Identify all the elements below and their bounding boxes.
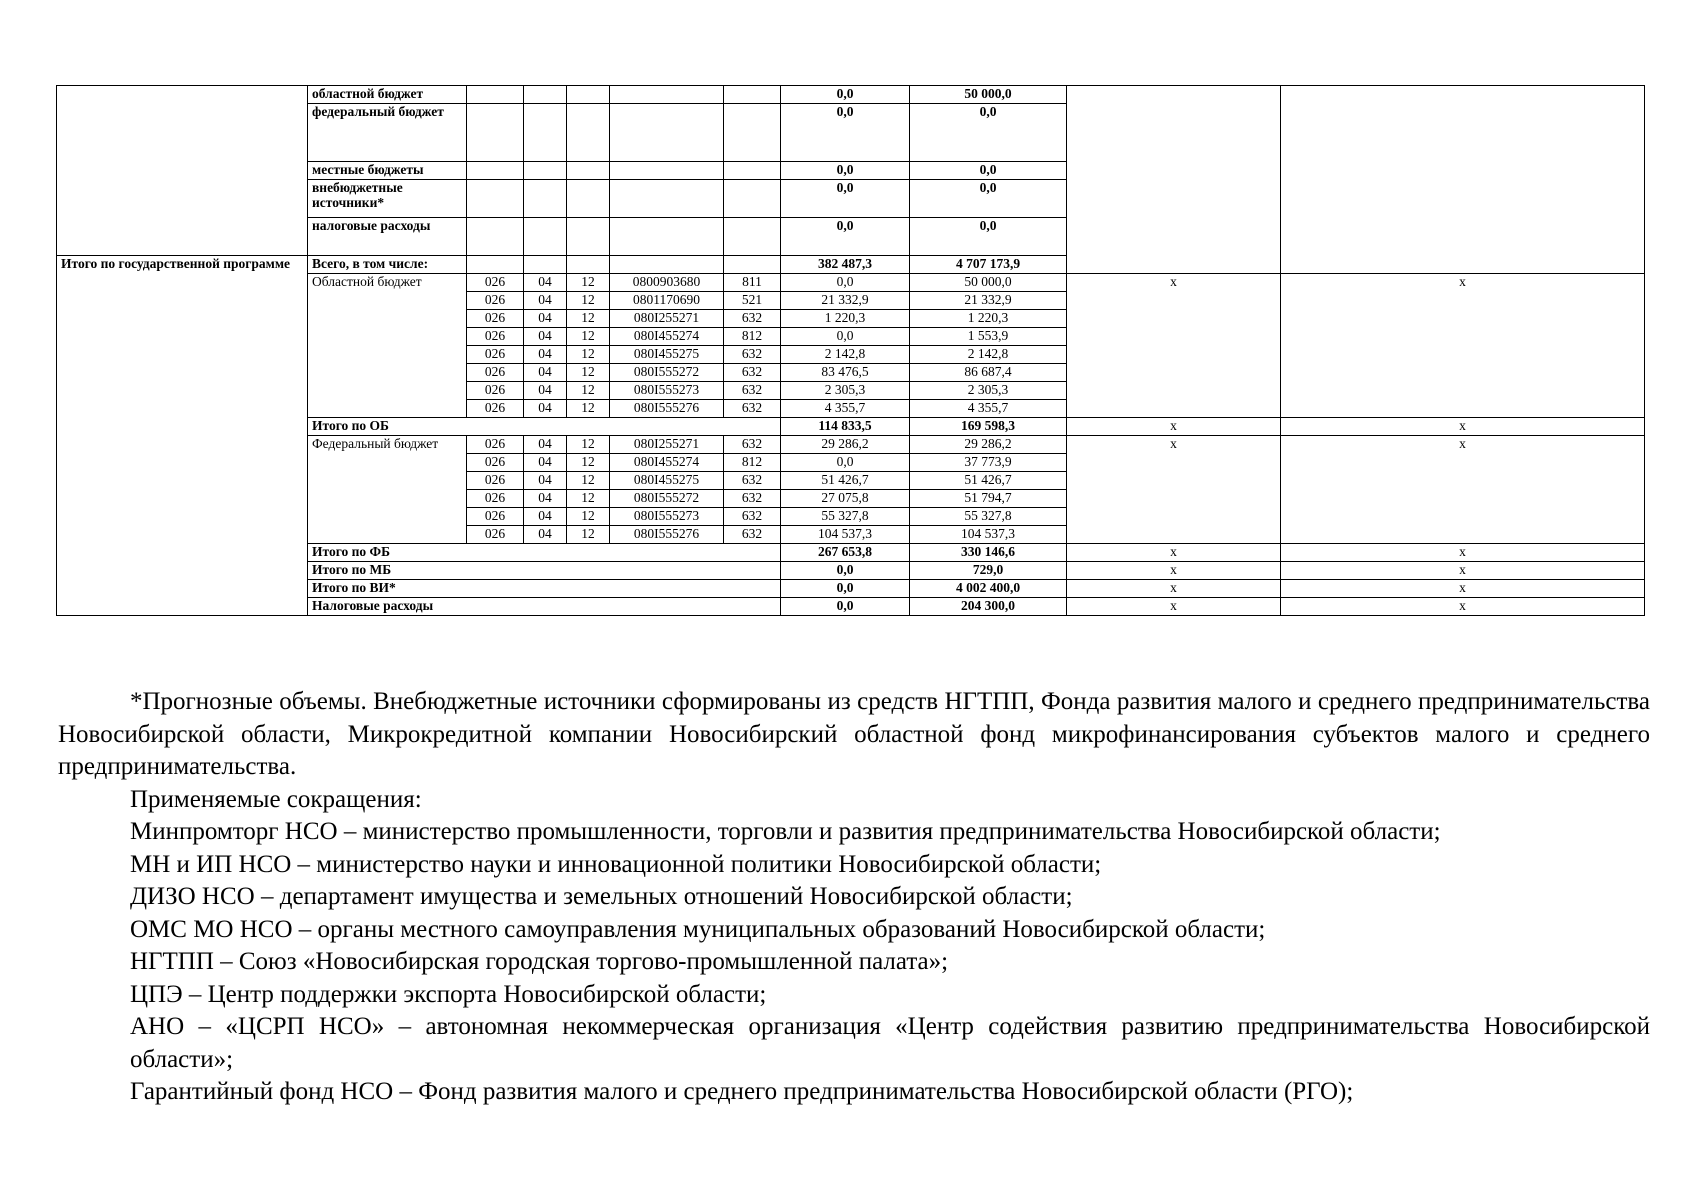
- code-vr: 632: [724, 310, 781, 328]
- code-csr: 080I555272: [610, 364, 724, 382]
- code-grbs: 026: [467, 364, 524, 382]
- x-mark: x: [1281, 436, 1645, 544]
- code-grbs: 026: [467, 292, 524, 310]
- value-2019: 0,0: [781, 562, 910, 580]
- budget-source-label: Федеральный бюджет: [308, 436, 467, 544]
- x-mark: x: [1067, 544, 1281, 562]
- code-vr: 632: [724, 436, 781, 454]
- code-pr: 12: [567, 400, 610, 418]
- code-vr: 632: [724, 346, 781, 364]
- code-pr: 12: [567, 382, 610, 400]
- code-vr: 632: [724, 490, 781, 508]
- code-pr: 12: [567, 508, 610, 526]
- row-label: внебюджетные источники*: [308, 180, 467, 218]
- code-pr: 12: [567, 526, 610, 544]
- value-2019: 29 286,2: [781, 436, 910, 454]
- value-2019: 55 327,8: [781, 508, 910, 526]
- code-vr: 632: [724, 472, 781, 490]
- x-mark: x: [1281, 562, 1645, 580]
- value-2019: 0,0: [781, 218, 910, 256]
- code-grbs: 026: [467, 328, 524, 346]
- value-2019: 382 487,3: [781, 256, 910, 274]
- value-2019: 2 142,8: [781, 346, 910, 364]
- abbreviation-item: Минпромторг НСО – министерство промышленности, торговли и развития предпринимательства Новосибирской области;: [130, 818, 1441, 845]
- code-csr: 080I555272: [610, 490, 724, 508]
- code-pr: 12: [567, 472, 610, 490]
- code-csr: 080I455274: [610, 454, 724, 472]
- code-csr: 080I255271: [610, 310, 724, 328]
- code-rz: 04: [524, 274, 567, 292]
- x-mark: x: [1281, 580, 1645, 598]
- value-total: 51 794,7: [910, 490, 1067, 508]
- code-vr: 521: [724, 292, 781, 310]
- value-2019: 27 075,8: [781, 490, 910, 508]
- code-csr: 080I455274: [610, 328, 724, 346]
- value-2019: 0,0: [781, 180, 910, 218]
- code-pr: 12: [567, 490, 610, 508]
- row-label: местные бюджеты: [308, 162, 467, 180]
- code-csr: 080I255271: [610, 436, 724, 454]
- row-label: областной бюджет: [308, 86, 467, 104]
- notes-section: [58, 686, 1650, 1109]
- x-mark: x: [1281, 274, 1645, 418]
- code-csr: 0801170690: [610, 292, 724, 310]
- code-csr: 080I455275: [610, 472, 724, 490]
- row-label: налоговые расходы: [308, 218, 467, 256]
- ob-total-label: Итого по ОБ: [308, 418, 781, 436]
- x-mark: x: [1281, 544, 1645, 562]
- budget-table: [56, 85, 1645, 616]
- value-total: 4 002 400,0: [910, 580, 1067, 598]
- value-total: 0,0: [910, 162, 1067, 180]
- row-label: Всего, в том числе:: [308, 256, 467, 274]
- value-2019: 83 476,5: [781, 364, 910, 382]
- code-pr: 12: [567, 328, 610, 346]
- x-mark: x: [1281, 418, 1645, 436]
- code-pr: 12: [567, 346, 610, 364]
- code-grbs: 026: [467, 490, 524, 508]
- code-csr: 0800903680: [610, 274, 724, 292]
- abbreviation-item: ДИЗО НСО – департамент имущества и земельных отношений Новосибирской области;: [130, 883, 1073, 910]
- code-rz: 04: [524, 310, 567, 328]
- code-csr: 080I555273: [610, 382, 724, 400]
- total-label: Итого по ФБ: [308, 544, 781, 562]
- code-csr: 080I555273: [610, 508, 724, 526]
- abbreviation-item: АНО – «ЦСРП НСО» – автономная некоммерческая организация «Центр содействия развитию предпринимательства Новосибирской области»;: [130, 1013, 1650, 1073]
- value-total: 0,0: [910, 104, 1067, 162]
- code-grbs: 026: [467, 400, 524, 418]
- value-total: 55 327,8: [910, 508, 1067, 526]
- code-pr: 12: [567, 274, 610, 292]
- code-csr: 080I555276: [610, 400, 724, 418]
- value-2019: 21 332,9: [781, 292, 910, 310]
- value-total: 729,0: [910, 562, 1067, 580]
- value-total: 4 355,7: [910, 400, 1067, 418]
- value-2019: 0,0: [781, 104, 910, 162]
- code-vr: 632: [724, 508, 781, 526]
- abbreviations-list: [58, 816, 1650, 1109]
- x-mark: x: [1067, 274, 1281, 418]
- footnote: *Прогнозные объемы. Внебюджетные источники сформированы из средств НГТПП, Фонда развития малого и среднего предпринимательства Новосибирской области, Микрокредитной компании Новосибирский областной фонд микрофинансирования субъектов малого и среднего предпринимательства.: [58, 688, 1650, 780]
- abbreviation-item: НГТПП – Союз «Новосибирская городская торгово-промышленной палата»;: [130, 948, 949, 975]
- abbreviation-item: МН и ИП НСО – министерство науки и инновационной политики Новосибирской области;: [130, 850, 1102, 878]
- value-total: 1 220,3: [910, 310, 1067, 328]
- code-vr: 812: [724, 328, 781, 346]
- value-2019: 0,0: [781, 274, 910, 292]
- code-rz: 04: [524, 454, 567, 472]
- code-vr: 632: [724, 382, 781, 400]
- code-grbs: 026: [467, 454, 524, 472]
- value-total: 51 426,7: [910, 472, 1067, 490]
- value-2019: 0,0: [781, 162, 910, 180]
- value-total: 21 332,9: [910, 292, 1067, 310]
- code-rz: 04: [524, 400, 567, 418]
- code-grbs: 026: [467, 346, 524, 364]
- total-label: Итого по ВИ*: [308, 580, 781, 598]
- value-2019: 4 355,7: [781, 400, 910, 418]
- value-2019: 0,0: [781, 454, 910, 472]
- value-2019: 114 833,5: [781, 418, 910, 436]
- code-rz: 04: [524, 526, 567, 544]
- value-2019: 267 653,8: [781, 544, 910, 562]
- value-2019: 104 537,3: [781, 526, 910, 544]
- code-rz: 04: [524, 328, 567, 346]
- code-vr: 632: [724, 526, 781, 544]
- code-grbs: 026: [467, 508, 524, 526]
- code-grbs: 026: [467, 472, 524, 490]
- code-grbs: 026: [467, 310, 524, 328]
- x-mark: x: [1067, 562, 1281, 580]
- program-cell-empty: [57, 86, 308, 256]
- value-total: 50 000,0: [910, 86, 1067, 104]
- value-total: 0,0: [910, 218, 1067, 256]
- value-2019: 0,0: [781, 580, 910, 598]
- abbreviations-title: Применяемые сокращения:: [130, 785, 422, 813]
- x-mark: x: [1281, 598, 1645, 616]
- abbreviation-item: ЦПЭ – Центр поддержки экспорта Новосибирской области;: [130, 980, 767, 1008]
- value-total: 330 146,6: [910, 544, 1067, 562]
- code-pr: 12: [567, 436, 610, 454]
- x-mark: x: [1067, 598, 1281, 616]
- value-total: 204 300,0: [910, 598, 1067, 616]
- code-vr: 632: [724, 364, 781, 382]
- total-label: Налоговые расходы: [308, 598, 781, 616]
- code-grbs: 026: [467, 382, 524, 400]
- value-2019: 0,0: [781, 328, 910, 346]
- code-grbs: 026: [467, 526, 524, 544]
- row-label: федеральный бюджет: [308, 104, 467, 162]
- value-2019: 1 220,3: [781, 310, 910, 328]
- code-vr: 811: [724, 274, 781, 292]
- code-pr: 12: [567, 310, 610, 328]
- code-grbs: 026: [467, 274, 524, 292]
- code-pr: 12: [567, 292, 610, 310]
- budget-source-label: Областной бюджет: [308, 274, 467, 418]
- value-total: 37 773,9: [910, 454, 1067, 472]
- value-2019: 0,0: [781, 598, 910, 616]
- x-mark: x: [1067, 418, 1281, 436]
- value-2019: 0,0: [781, 86, 910, 104]
- value-total: 29 286,2: [910, 436, 1067, 454]
- table-row: [57, 86, 1645, 104]
- code-pr: 12: [567, 364, 610, 382]
- code-vr: 632: [724, 400, 781, 418]
- abbreviation-item: ОМС МО НСО – органы местного самоуправления муниципальных образований Новосибирской области;: [130, 915, 1266, 943]
- code-rz: 04: [524, 436, 567, 454]
- value-total: 2 305,3: [910, 382, 1067, 400]
- code-rz: 04: [524, 382, 567, 400]
- value-total: 169 598,3: [910, 418, 1067, 436]
- code-rz: 04: [524, 508, 567, 526]
- value-2019: 2 305,3: [781, 382, 910, 400]
- value-total: 104 537,3: [910, 526, 1067, 544]
- code-rz: 04: [524, 346, 567, 364]
- value-total: 4 707 173,9: [910, 256, 1067, 274]
- code-pr: 12: [567, 454, 610, 472]
- code-rz: 04: [524, 292, 567, 310]
- value-total: 1 553,9: [910, 328, 1067, 346]
- value-total: 86 687,4: [910, 364, 1067, 382]
- abbreviation-item: Гарантийный фонд НСО – Фонд развития малого и среднего предпринимательства Новосибирской области (РГО);: [130, 1078, 1354, 1105]
- total-label: Итого по МБ: [308, 562, 781, 580]
- code-csr: 080I555276: [610, 526, 724, 544]
- value-total: 50 000,0: [910, 274, 1067, 292]
- x-mark: x: [1067, 580, 1281, 598]
- code-vr: 812: [724, 454, 781, 472]
- value-total: 0,0: [910, 180, 1067, 218]
- program-label: Итого по государственной программе: [57, 256, 308, 616]
- code-grbs: 026: [467, 436, 524, 454]
- value-2019: 51 426,7: [781, 472, 910, 490]
- x-mark: x: [1067, 436, 1281, 544]
- code-rz: 04: [524, 490, 567, 508]
- code-csr: 080I455275: [610, 346, 724, 364]
- value-total: 2 142,8: [910, 346, 1067, 364]
- code-rz: 04: [524, 472, 567, 490]
- code-rz: 04: [524, 364, 567, 382]
